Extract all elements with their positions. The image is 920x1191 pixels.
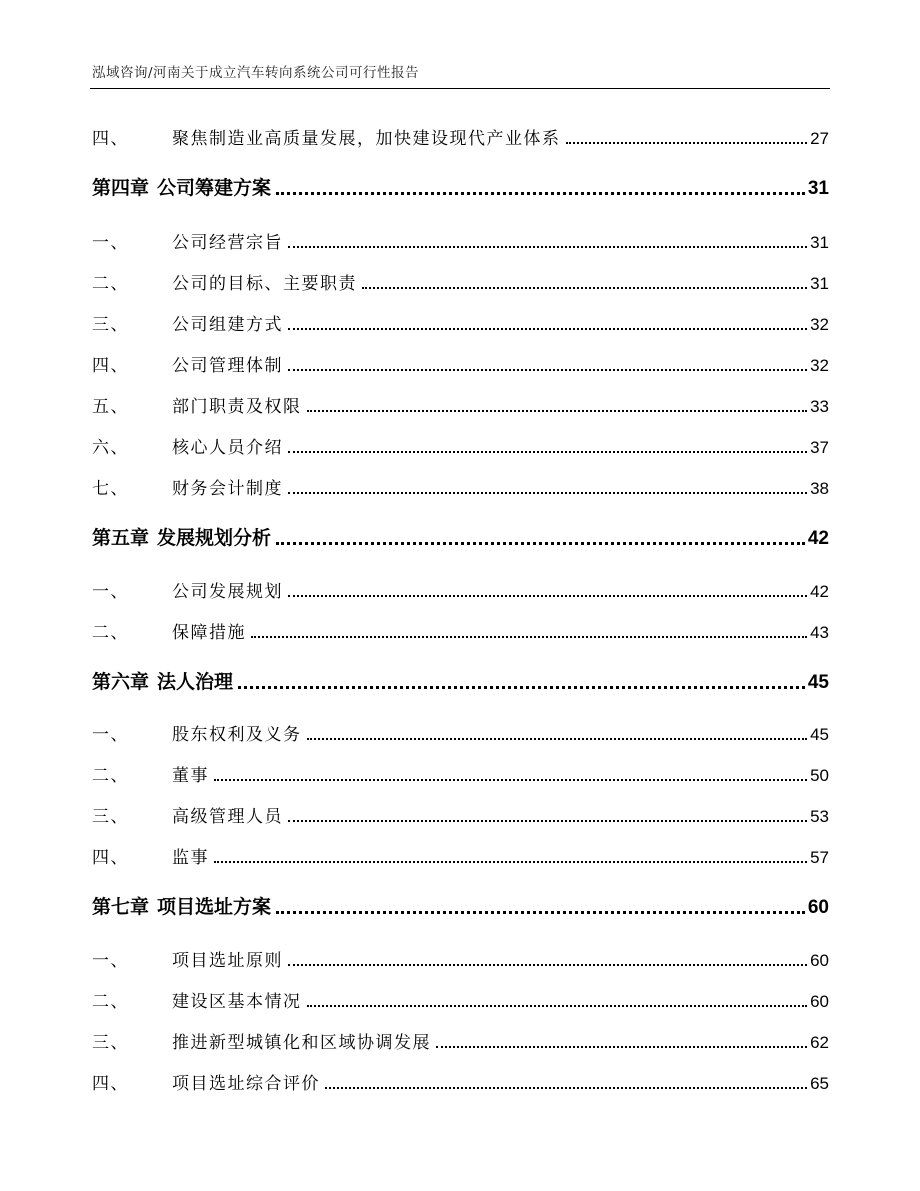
- toc-section-row[interactable]: [92, 310, 829, 335]
- dot-leader: [214, 861, 807, 863]
- toc-section-row[interactable]: [92, 946, 829, 971]
- dot-leader: [288, 492, 807, 494]
- toc-section-row[interactable]: [92, 269, 829, 294]
- toc-page-number: 57: [810, 848, 829, 867]
- toc-entry-number: 一、: [92, 725, 129, 745]
- toc-section-row[interactable]: [92, 1028, 829, 1053]
- toc-page-number: 32: [810, 356, 829, 375]
- toc-entry-title: 公司发展规划: [172, 582, 283, 602]
- dot-leader: [276, 542, 805, 545]
- toc-entry-number: 第四章: [92, 177, 150, 199]
- toc-entry-number: 二、: [92, 992, 129, 1012]
- dot-leader: [288, 964, 807, 966]
- toc-entry-title: 部门职责及权限: [172, 397, 302, 417]
- toc-section-row[interactable]: [92, 761, 829, 786]
- header-divider: [90, 88, 830, 89]
- toc-entry-number: 一、: [92, 951, 129, 971]
- toc-entry-number: 二、: [92, 623, 129, 643]
- dot-leader: [307, 1005, 808, 1007]
- toc-chapter-row[interactable]: [92, 667, 829, 694]
- toc-page-number: 31: [810, 233, 829, 252]
- toc-chapter-row[interactable]: [92, 173, 829, 200]
- dot-leader: [566, 142, 808, 144]
- toc-entry-number: 三、: [92, 807, 129, 827]
- toc-page-number: 38: [810, 479, 829, 498]
- toc-section-row[interactable]: [92, 474, 829, 499]
- toc-entry-number: 六、: [92, 438, 129, 458]
- toc-page-number: 53: [810, 807, 829, 826]
- dot-leader: [307, 738, 808, 740]
- toc-entry-title: 项目选址方案: [157, 896, 272, 918]
- toc-section-row[interactable]: [92, 987, 829, 1012]
- toc-page-number: 50: [810, 766, 829, 785]
- dot-leader: [276, 192, 805, 195]
- toc-entry-number: 第七章: [92, 896, 150, 918]
- toc-entry-number: 四、: [92, 356, 129, 376]
- toc-entry-number: 四、: [92, 1074, 129, 1094]
- dot-leader: [325, 1087, 807, 1089]
- toc-page-number: 60: [810, 992, 829, 1011]
- toc-entry-title: 公司的目标、主要职责: [172, 274, 357, 294]
- toc-page-number: 60: [810, 951, 829, 970]
- dot-leader: [288, 328, 807, 330]
- toc-chapter-row[interactable]: [92, 892, 829, 919]
- toc-entry-number: 第五章: [92, 527, 150, 549]
- toc-entry-title: 股东权利及义务: [172, 725, 302, 745]
- dot-leader: [276, 911, 805, 914]
- dot-leader: [251, 636, 807, 638]
- toc-entry-title: 项目选址综合评价: [172, 1074, 320, 1094]
- toc-entry-title: 监事: [172, 848, 209, 868]
- toc-page-number: 37: [810, 438, 829, 457]
- toc-page-number: 42: [810, 582, 829, 601]
- toc-entry-title: 聚焦制造业高质量发展，加快建设现代产业体系: [172, 129, 561, 149]
- dot-leader: [288, 820, 807, 822]
- toc-entry-number: 七、: [92, 479, 129, 499]
- toc-entry-title: 高级管理人员: [172, 807, 283, 827]
- toc-page-number: 45: [807, 672, 829, 693]
- toc-entry-number: 二、: [92, 766, 129, 786]
- toc-page-number: 33: [810, 397, 829, 416]
- toc-section-row[interactable]: [92, 618, 829, 643]
- toc-entry-number: 一、: [92, 582, 129, 602]
- toc-page-number: 62: [810, 1033, 829, 1052]
- dot-leader: [362, 287, 807, 289]
- toc-entry-title: 核心人员介绍: [172, 438, 283, 458]
- toc-page-number: 31: [807, 178, 829, 199]
- toc-entry-title: 发展规划分析: [157, 527, 272, 549]
- toc-entry-title: 公司筹建方案: [157, 177, 272, 199]
- toc-entry-number: 三、: [92, 1033, 129, 1053]
- dot-leader: [288, 369, 807, 371]
- page-header: 泓域咨询/河南关于成立汽车转向系统公司可行性报告: [92, 65, 420, 81]
- toc-entry-title: 公司经营宗旨: [172, 233, 283, 253]
- toc-section-row[interactable]: [92, 228, 829, 253]
- toc-section-row[interactable]: [92, 124, 829, 149]
- toc-entry-number: 四、: [92, 129, 129, 149]
- toc-page-number: 45: [810, 725, 829, 744]
- toc-entry-title: 财务会计制度: [172, 479, 283, 499]
- toc-entry-title: 公司组建方式: [172, 315, 283, 335]
- dot-leader: [288, 246, 807, 248]
- toc-entry-title: 法人治理: [157, 671, 234, 693]
- dot-leader: [288, 595, 807, 597]
- toc-section-row[interactable]: [92, 351, 829, 376]
- toc-entry-title: 董事: [172, 766, 209, 786]
- toc-section-row[interactable]: [92, 433, 829, 458]
- dot-leader: [436, 1046, 807, 1048]
- toc-section-row[interactable]: [92, 802, 829, 827]
- toc-section-row[interactable]: [92, 1069, 829, 1094]
- toc-entry-number: 五、: [92, 397, 129, 417]
- toc-entry-number: 三、: [92, 315, 129, 335]
- toc-page-number: 43: [810, 623, 829, 642]
- dot-leader: [288, 451, 807, 453]
- toc-page-number: 32: [810, 315, 829, 334]
- toc-page-number: 65: [810, 1074, 829, 1093]
- toc-page-number: 27: [810, 129, 829, 148]
- toc-entry-title: 推进新型城镇化和区域协调发展: [172, 1033, 431, 1053]
- toc-entry-number: 二、: [92, 274, 129, 294]
- toc-entry-title: 公司管理体制: [172, 356, 283, 376]
- toc-entry-title: 保障措施: [172, 623, 246, 643]
- toc-section-row[interactable]: [92, 843, 829, 868]
- toc-entry-number: 一、: [92, 233, 129, 253]
- toc-section-row[interactable]: [92, 392, 829, 417]
- dot-leader: [214, 779, 807, 781]
- toc-page-number: 31: [810, 274, 829, 293]
- toc-chapter-row[interactable]: [92, 523, 829, 550]
- toc-page-number: 42: [807, 528, 829, 549]
- dot-leader: [238, 686, 805, 689]
- toc-entry-title: 项目选址原则: [172, 951, 283, 971]
- toc-section-row[interactable]: [92, 720, 829, 745]
- toc-section-row[interactable]: [92, 577, 829, 602]
- toc-page-number: 60: [807, 897, 829, 918]
- toc-entry-title: 建设区基本情况: [172, 992, 302, 1012]
- dot-leader: [307, 410, 808, 412]
- toc-entry-number: 四、: [92, 848, 129, 868]
- toc-entry-number: 第六章: [92, 671, 150, 693]
